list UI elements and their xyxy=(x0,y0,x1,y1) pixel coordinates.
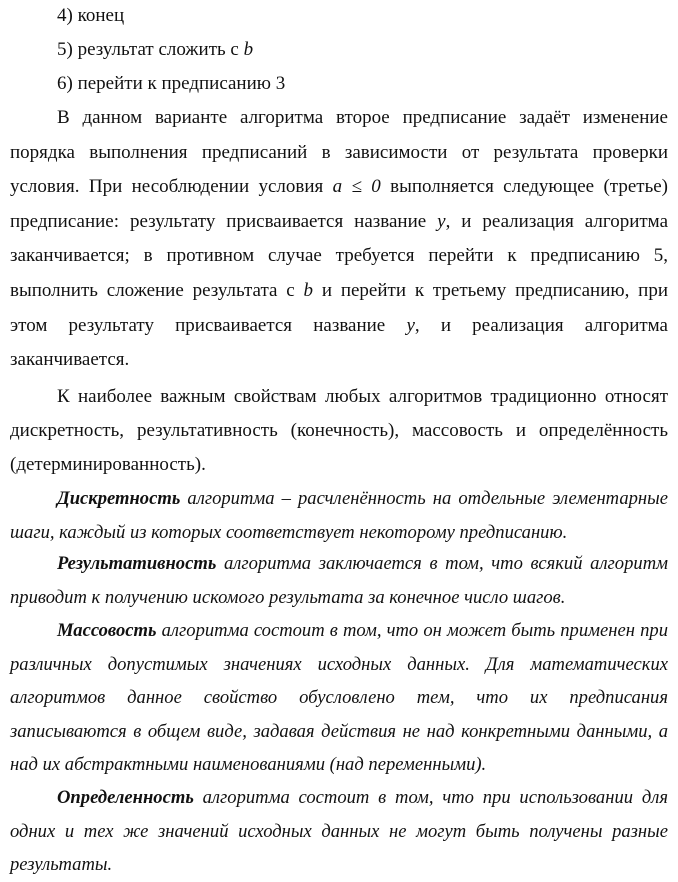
term-discreteness: Дискретность xyxy=(57,488,181,509)
definition-determinacy-text: алгоритма состоит в том, что при использовании для одних и тех же значений исходных данных не могут быть получены разные результаты. xyxy=(10,787,668,875)
properties-intro-block xyxy=(10,380,668,482)
variable-b: b xyxy=(303,279,313,301)
variant-paragraph xyxy=(10,101,668,378)
term-mass: Массовость xyxy=(57,620,157,641)
step-4-text: 4) конец xyxy=(57,5,125,26)
condition-formula: a ≤ 0 xyxy=(332,176,381,198)
definition-mass xyxy=(10,614,668,782)
properties-intro: К наиболее важным свойствам любых алгоритмов традиционно относят дискретность, результативность (конечность), массовость и определённость (детерминированность). xyxy=(10,386,668,475)
step-5-variable: b xyxy=(243,39,254,60)
definition-effectiveness-block xyxy=(10,547,668,614)
step-5 xyxy=(57,38,253,62)
step-5-text: 5) результат сложить с xyxy=(57,39,244,60)
term-determinacy: Определенность xyxy=(57,787,194,808)
definition-mass-text: алгоритма состоит в том, что он может быть применен при различных допустимых значениях исходных данных. Для математических алгоритмов данное свойство обусловлено тем, что их предписания записываются в общем виде, задавая действия не над конкретными данными, а над их абстрактными наименованиями (над переменными). xyxy=(10,620,668,775)
definition-discreteness-block xyxy=(10,482,668,549)
definition-determinacy xyxy=(10,781,668,882)
variant-text-5: , и реализация алгоритма заканчивается. xyxy=(10,314,668,371)
variant-text-2: выполняется следующее (третье) предписание: результату присваивается название xyxy=(10,176,668,232)
variable-y-1: y xyxy=(437,210,446,232)
definition-mass-block xyxy=(10,614,668,782)
term-effectiveness: Результативность xyxy=(57,553,217,574)
variable-y-2: y xyxy=(406,314,415,336)
step-6-text: 6) перейти к предписанию 3 xyxy=(57,73,286,94)
definition-effectiveness-text: алгоритма заключается в том, что всякий алгоритм приводит к получению искомого результата за конечное число шагов. xyxy=(10,553,668,608)
variant-text-1: В данном варианте алгоритма второе предписание задаёт изменение порядка выполнения предписаний в зависимости от результата проверки условия. При несоблюдении условия xyxy=(10,107,668,198)
definition-discreteness-text: алгоритма – расчленённость на отдельные элементарные шаги, каждый из которых соответствует некоторому предписанию. xyxy=(10,488,668,543)
variant-text-3: , и реализация алгоритма заканчивается; в противном случае требуется перейти к предписанию 5, выполнить сложение результата с xyxy=(10,210,668,301)
step-6 xyxy=(57,72,285,96)
variant-paragraph-block xyxy=(10,101,668,378)
step-4 xyxy=(57,4,124,28)
definition-effectiveness xyxy=(10,547,668,614)
variant-text-4: и перейти к третьему предписанию, при этом результату присваивается название xyxy=(10,279,668,336)
definition-determinacy-block xyxy=(10,781,668,882)
definition-discreteness xyxy=(10,482,668,549)
